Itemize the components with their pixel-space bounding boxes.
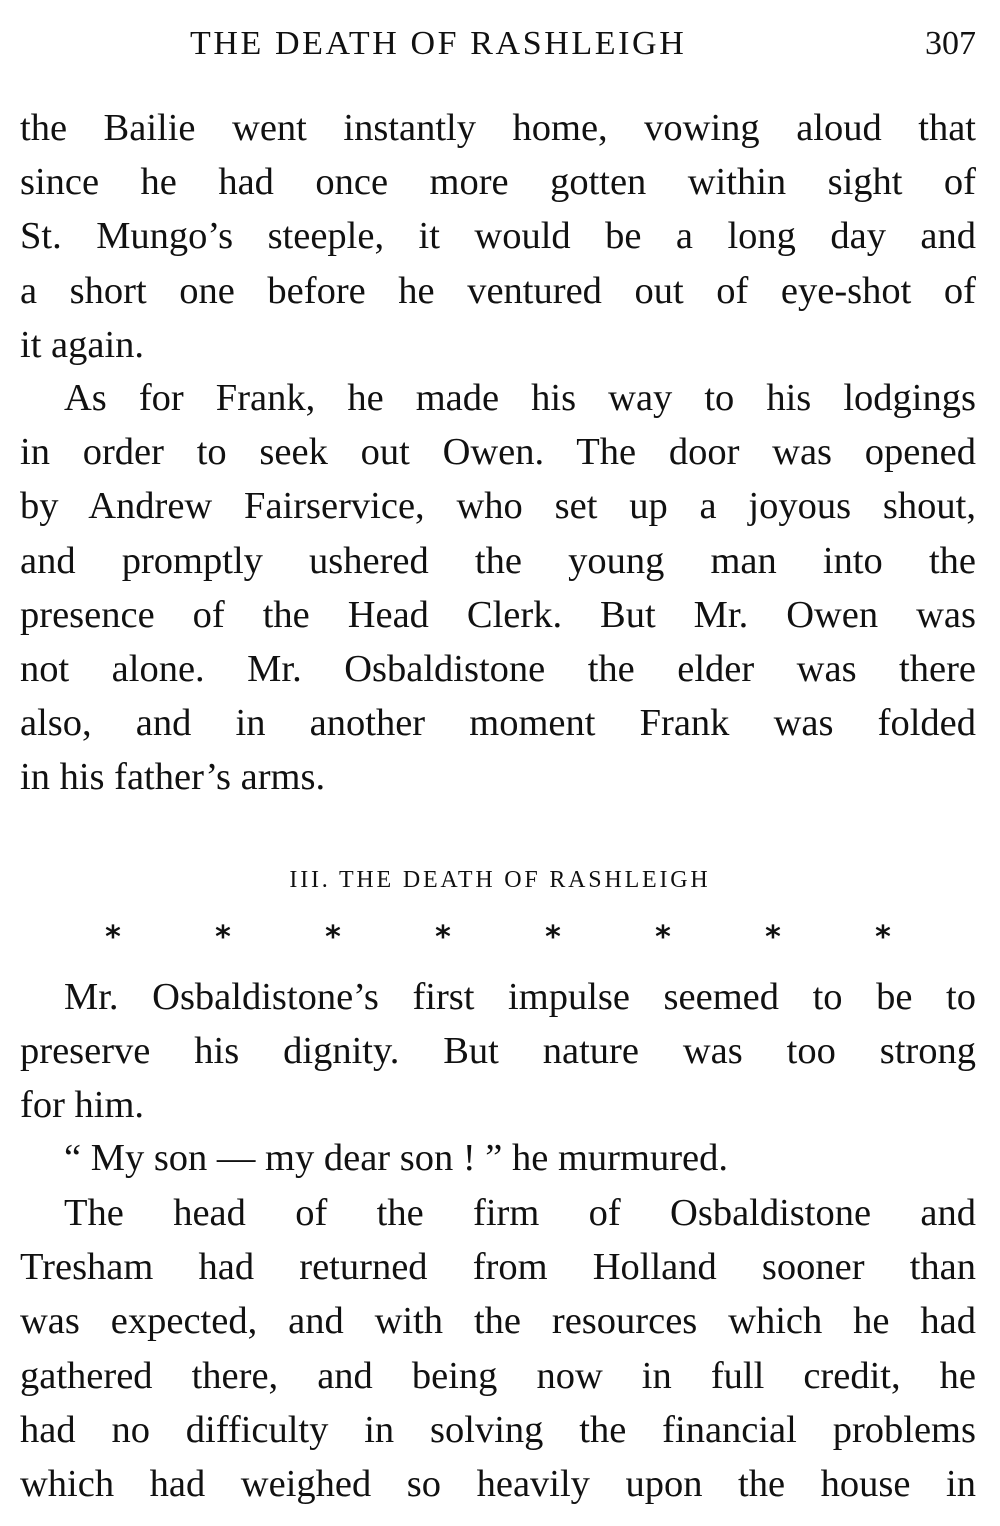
text-line: it again.	[20, 323, 145, 366]
asterisk-glyph: *	[875, 920, 891, 955]
text-line: the Bailie went instantly home, vowing aloud that	[20, 107, 976, 149]
paragraph-continued	[20, 101, 976, 372]
running-title: THE DEATH OF RASHLEIGH	[190, 25, 687, 62]
text-line: presence of the Head Clerk. But Mr. Owen was	[20, 593, 976, 636]
text-line: since he had once more gotten within sight of	[20, 161, 976, 204]
text-line: also, and in another moment Frank was folded	[20, 702, 976, 745]
asterisk-glyph: *	[435, 920, 451, 955]
running-head	[0, 18, 1000, 70]
section-heading: III. THE DEATH OF RASHLEIGH	[289, 867, 711, 893]
text-line: in his father’s arms.	[20, 756, 326, 799]
text-line: St. Mungo’s steeple, it would be a long day and	[20, 215, 976, 258]
text-line: not alone. Mr. Osbaldistone the elder was there	[20, 647, 976, 690]
text-line: in order to seek out Owen. The door was opened	[20, 431, 976, 474]
page-number: 307	[925, 25, 976, 62]
text-line: The head of the firm of Osbaldistone and	[64, 1192, 976, 1234]
text-line: by Andrew Fairservice, who set up a joyous shout,	[20, 485, 976, 528]
text-line: and promptly ushered the young man into the	[20, 539, 976, 582]
paragraph-dialogue	[20, 1131, 976, 1185]
paragraph-first-impulse	[20, 970, 976, 1133]
text-line: was expected, and with the resources which he had	[20, 1300, 976, 1343]
text-line: Mr. Osbaldistone’s first impulse seemed to be to	[64, 976, 976, 1018]
asterisk-glyph: *	[325, 920, 341, 955]
asterisk-glyph: *	[655, 920, 671, 955]
asterisk-glyph: *	[545, 920, 561, 955]
text-line: preserve his dignity. But nature was too strong	[20, 1030, 976, 1073]
paragraph-frank-lodgings	[20, 371, 976, 805]
asterisk-glyph: *	[765, 920, 781, 955]
asterism-divider	[98, 918, 898, 958]
text-line: Tresham had returned from Holland sooner than	[20, 1246, 976, 1289]
asterisk-glyph: *	[105, 920, 121, 955]
text-line: “ My son — my dear son ! ” he murmured.	[64, 1137, 728, 1179]
paragraph-head-of-firm	[20, 1186, 976, 1511]
text-line: had no difficulty in solving the financial problems	[20, 1408, 976, 1451]
text-line: As for Frank, he made his way to his lodgings	[64, 377, 976, 419]
text-line: gathered there, and being now in full credit, he	[20, 1354, 976, 1397]
asterisk-glyph: *	[215, 920, 231, 955]
text-line: which had weighed so heavily upon the house in	[20, 1462, 976, 1505]
text-line: a short one before he ventured out of eye-shot of	[20, 269, 976, 312]
text-line: for him.	[20, 1084, 145, 1127]
